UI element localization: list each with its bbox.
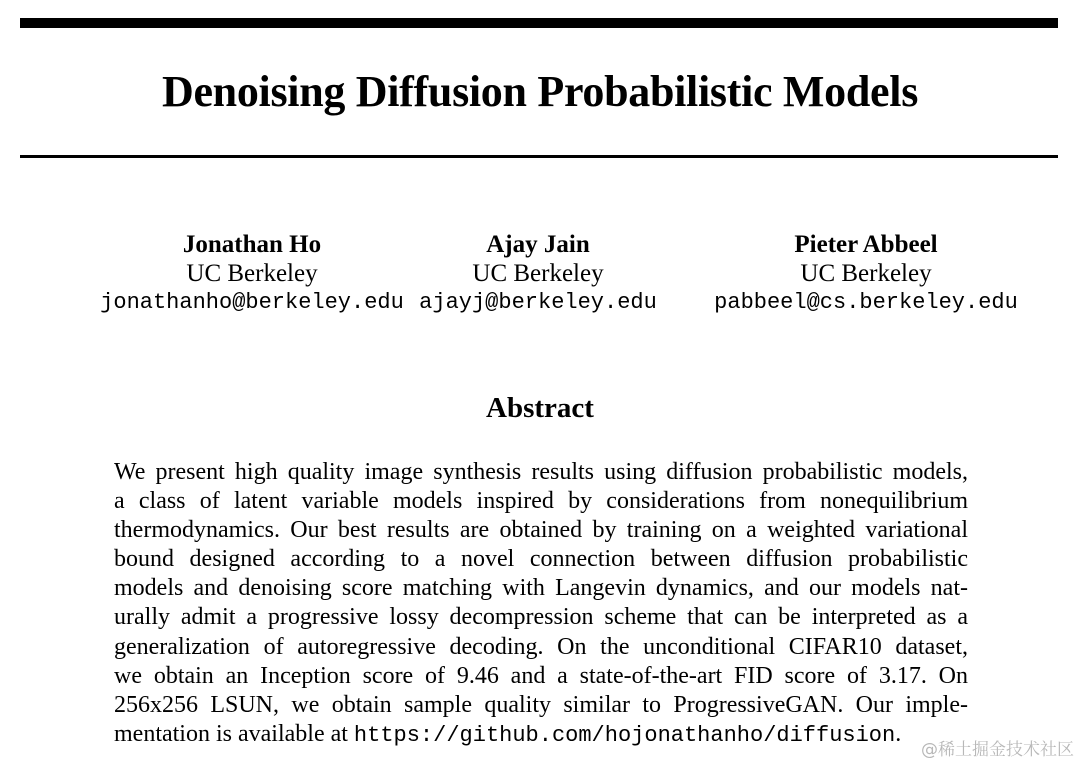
author-email[interactable]: pabbeel@cs.berkeley.edu bbox=[714, 290, 1018, 315]
abstract-line-suffix: . bbox=[895, 720, 902, 747]
abstract-line: urally admit a progressive lossy decompression scheme that can be interpreted as a bbox=[114, 604, 968, 631]
abstract-line: we obtain an Inception score of 9.46 and a state-of-the-art FID score of 3.17. On bbox=[114, 662, 968, 689]
author-affiliation: UC Berkeley bbox=[800, 260, 932, 287]
code-url-link[interactable]: https://github.com/hojonathanho/diffusion bbox=[353, 722, 896, 748]
abstract-line: bound designed according to a novel connection between diffusion probabilistic bbox=[114, 546, 968, 573]
paper-title: Denoising Diffusion Probabilistic Models bbox=[161, 67, 919, 116]
author-affiliation: UC Berkeley bbox=[186, 260, 318, 287]
author-name: Jonathan Ho bbox=[182, 231, 322, 258]
abstract-line: 256x256 LSUN, we obtain sample quality similar to ProgressiveGAN. Our imple- bbox=[114, 691, 968, 718]
author-email[interactable]: jonathanho@berkeley.edu bbox=[100, 290, 404, 315]
abstract-heading: Abstract bbox=[486, 392, 594, 424]
abstract-line: a class of latent variable models inspired by considerations from nonequilibrium bbox=[114, 488, 968, 515]
author-block-3 bbox=[696, 230, 1036, 317]
title-rule bbox=[20, 155, 1058, 158]
author-name: Pieter Abbeel bbox=[794, 231, 938, 258]
abstract-body bbox=[114, 458, 968, 750]
author-block-2 bbox=[368, 230, 708, 317]
author-email[interactable]: ajayj@berkeley.edu bbox=[419, 290, 657, 315]
abstract-line: thermodynamics. Our best results are obtained by training on a weighted variational bbox=[114, 517, 968, 544]
abstract-line: models and denoising score matching with Langevin dynamics, and our models nat- bbox=[114, 575, 968, 602]
abstract-last-line bbox=[114, 720, 968, 750]
watermark: @稀土掘金技术社区 bbox=[921, 740, 1074, 760]
author-affiliation: UC Berkeley bbox=[472, 260, 604, 287]
author-name: Ajay Jain bbox=[486, 231, 590, 258]
abstract-line: generalization of autoregressive decoding. On the unconditional CIFAR10 dataset, bbox=[114, 633, 968, 660]
abstract-line: We present high quality image synthesis results using diffusion probabilistic models, bbox=[114, 459, 968, 485]
abstract-line-prefix: mentation is available at bbox=[114, 720, 354, 747]
top-rule bbox=[20, 18, 1058, 28]
